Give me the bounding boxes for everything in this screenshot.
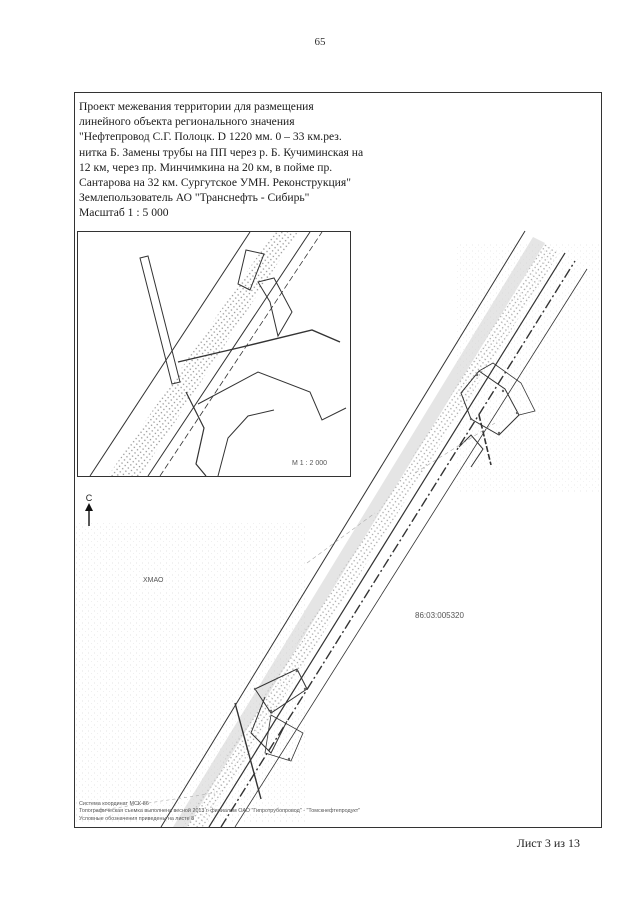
inset-access-strip xyxy=(140,256,180,384)
inset-scale: М 1 : 2 000 xyxy=(292,460,328,467)
inset-parcel-lower xyxy=(218,410,274,476)
district-label: ХМАО xyxy=(143,577,164,584)
title-line: Сантарова на 32 км. Сургутское УМН. Реконструкция" xyxy=(79,176,351,190)
inset-corridor-edge-3 xyxy=(160,232,322,476)
title-line: "Нефтепровод С.Г. Полоцк. D 1220 мм. 0 – 33 км.рез. xyxy=(79,130,342,144)
scale-line: Масштаб 1 : 5 000 xyxy=(79,206,169,220)
inset-map xyxy=(77,231,351,477)
title-line: Проект межевания территории для размещения xyxy=(79,100,314,113)
north-arrow-icon xyxy=(83,493,95,527)
inset-corridor-band xyxy=(108,232,298,476)
footer-note: Топографическая съемка выполнена весной 2013 г. филиалом ОАО "Гипротрубопровод" - "Томскнефтепродукт" xyxy=(79,808,361,815)
inset-corridor-edge-2 xyxy=(148,232,310,476)
footer-note: Система координат МСК-86 xyxy=(79,800,149,807)
inset-parcel-large xyxy=(198,372,346,420)
title-line: линейного объекта регионального значения xyxy=(79,115,295,129)
footer-notes xyxy=(79,801,579,823)
cadastral-number: 86:03:005320 xyxy=(415,611,464,620)
north-arrow xyxy=(83,493,95,527)
page-number: 65 xyxy=(314,36,326,48)
inset-corridor-edge-1 xyxy=(90,232,250,476)
footer-note: Условные обозначения приведены на листе 8 xyxy=(79,815,195,822)
inset-parcel-notch xyxy=(258,278,292,336)
title-block xyxy=(79,99,379,221)
sheet-label: Лист 3 из 13 xyxy=(516,836,580,850)
title-line: 12 км, через пр. Минчимкина на 20 км, в пойме пр. xyxy=(79,160,333,174)
map-frame xyxy=(74,92,602,828)
north-label: С xyxy=(85,493,93,503)
land-user-line: Землепользователь АО "Транснефть - Сибирь" xyxy=(79,191,310,205)
title-line: нитка Б. Замены трубы на ПП через р. Б. Кучиминская на xyxy=(79,145,364,159)
inset-map-drawing xyxy=(78,232,350,476)
